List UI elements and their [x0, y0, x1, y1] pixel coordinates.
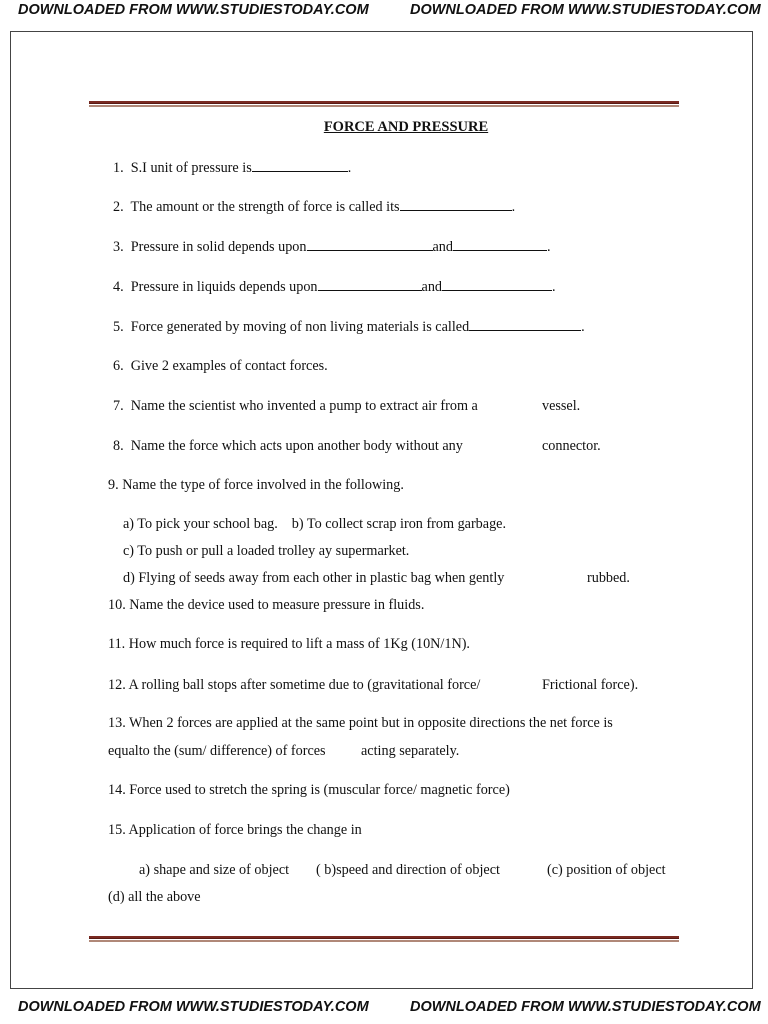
answer-blank: [252, 159, 348, 172]
question-15-option-c: (c) position of object: [547, 862, 666, 878]
banner-left-text: DOWNLOADED FROM WWW.STUDIESTODAY.COM: [18, 2, 369, 18]
question-9-part-c: c) To push or pull a loaded trolley ay supermarket.: [123, 543, 410, 559]
top-divider: [89, 101, 679, 107]
question-9: 9. Name the type of force involved in the following.: [108, 477, 404, 493]
question-1: 1. S.I unit of pressure is .: [113, 160, 352, 176]
question-6: 6. Give 2 examples of contact forces.: [113, 358, 328, 374]
question-9-part-a: a) To pick your school bag. b) To collect scrap iron from garbage.: [123, 516, 507, 532]
answer-blank: [307, 238, 433, 251]
answer-blank: [442, 278, 552, 291]
worksheet-title: FORCE AND PRESSURE: [323, 119, 489, 135]
top-download-banner: [0, 0, 768, 22]
question-3: 3. Pressure in solid depends upon and .: [113, 239, 551, 255]
question-8-tail: connector.: [542, 438, 601, 454]
answer-blank: [400, 198, 512, 211]
question-13-line-2-tail: acting separately.: [361, 743, 460, 759]
question-10: 10. Name the device used to measure pressure in fluids.: [108, 597, 425, 613]
bottom-divider: [89, 936, 679, 942]
question-7-tail: vessel.: [542, 398, 581, 414]
banner-right-text: DOWNLOADED FROM WWW.STUDIESTODAY.COM: [410, 999, 761, 1015]
question-15-option-d: (d) all the above: [108, 889, 201, 905]
question-15-option-b: ( b)speed and direction of object: [316, 862, 500, 878]
question-7: 7. Name the scientist who invented a pump to extract air from a: [113, 398, 478, 414]
question-15: 15. Application of force brings the change in: [108, 822, 362, 838]
question-13-line-1: 13. When 2 forces are applied at the same point but in opposite directions the net force is: [108, 715, 613, 731]
question-11: 11. How much force is required to lift a mass of 1Kg (10N/1N).: [108, 636, 470, 652]
answer-blank: [318, 278, 422, 291]
bottom-download-banner: [0, 997, 768, 1019]
answer-blank: [469, 318, 581, 331]
question-14: 14. Force used to stretch the spring is (muscular force/ magnetic force): [108, 782, 510, 798]
question-5: 5. Force generated by moving of non living materials is called .: [113, 319, 585, 335]
question-12: 12. A rolling ball stops after sometime due to (gravitational force/: [108, 677, 481, 693]
question-8: 8. Name the force which acts upon another body without any: [113, 438, 463, 454]
question-15-option-a: a) shape and size of object: [139, 862, 290, 878]
question-12-tail: Frictional force).: [542, 677, 639, 693]
question-2: 2. The amount or the strength of force is called its .: [113, 199, 516, 215]
question-4: 4. Pressure in liquids depends upon and .: [113, 279, 556, 295]
banner-right-text: DOWNLOADED FROM WWW.STUDIESTODAY.COM: [410, 2, 761, 18]
answer-blank: [453, 238, 547, 251]
question-9-part-d-tail: rubbed.: [587, 570, 630, 586]
question-13-line-2: equalto the (sum/ difference) of forces: [108, 743, 326, 759]
banner-left-text: DOWNLOADED FROM WWW.STUDIESTODAY.COM: [18, 999, 369, 1015]
question-9-part-d: d) Flying of seeds away from each other in plastic bag when gently: [123, 570, 505, 586]
